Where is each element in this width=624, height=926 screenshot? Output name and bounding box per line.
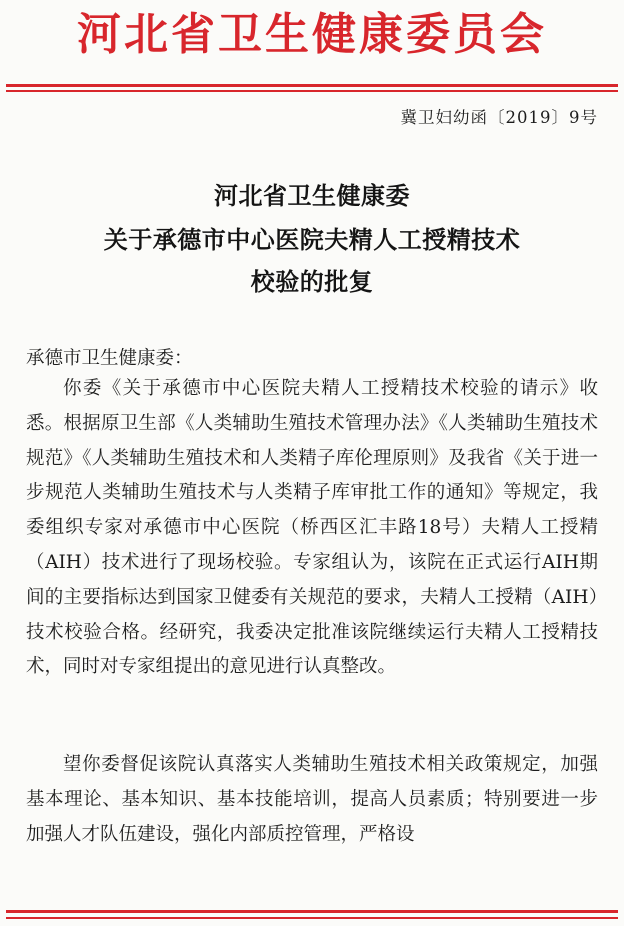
body-paragraph-2: 望你委督促该院认真落实人类辅助生殖技术相关政策规定，加强基本理论、基本知识、基本技能培训，提高人员素质；特别要进一步加强人才队伍建设，强化内部质控管理，严格设	[26, 754, 598, 845]
document-title-line-2: 关于承德市中心医院夫精人工授精技术	[103, 225, 521, 254]
document-number: 冀卫妇幼函〔2019〕9号	[400, 108, 598, 127]
footer-red-rule-thin	[6, 917, 618, 919]
body-paragraph-1: 你委《关于承德市中心医院夫精人工授精技术校验的请示》收悉。根据原卫生部《人类辅助生殖技术管理办法》《人类辅助生殖技术规范》《人类辅助生殖技术和人类精子库伦理原则》及我省《关于进一步规范人类辅助生殖技术与人类精子库审批工作的通知》等规定，我委组织专家对承德市中心医院（桥西区汇丰路18号）夫精人工授精（AIH）技术进行了现场校验。专家组认为，该院在正式运行AIH期间的主要指标达到国家卫健委有关规范的要求，夫精人工授精（AIH）技术校验合格。经研究，我委决定批准该院继续运行夫精人工授精技术，同时对专家组提出的意见进行认真整改。	[26, 378, 598, 678]
agency-letterhead-title: 河北省卫生健康委员会	[77, 9, 547, 60]
addressee: 承德市卫生健康委：	[26, 348, 193, 369]
document-title-line-3: 校验的批复	[250, 267, 374, 296]
footer-red-rule-thick	[6, 910, 618, 913]
letterhead-red-rule-thin	[6, 90, 618, 92]
letterhead-red-rule-thick	[6, 84, 618, 87]
document-title-line-1: 河北省卫生健康委	[214, 181, 410, 210]
